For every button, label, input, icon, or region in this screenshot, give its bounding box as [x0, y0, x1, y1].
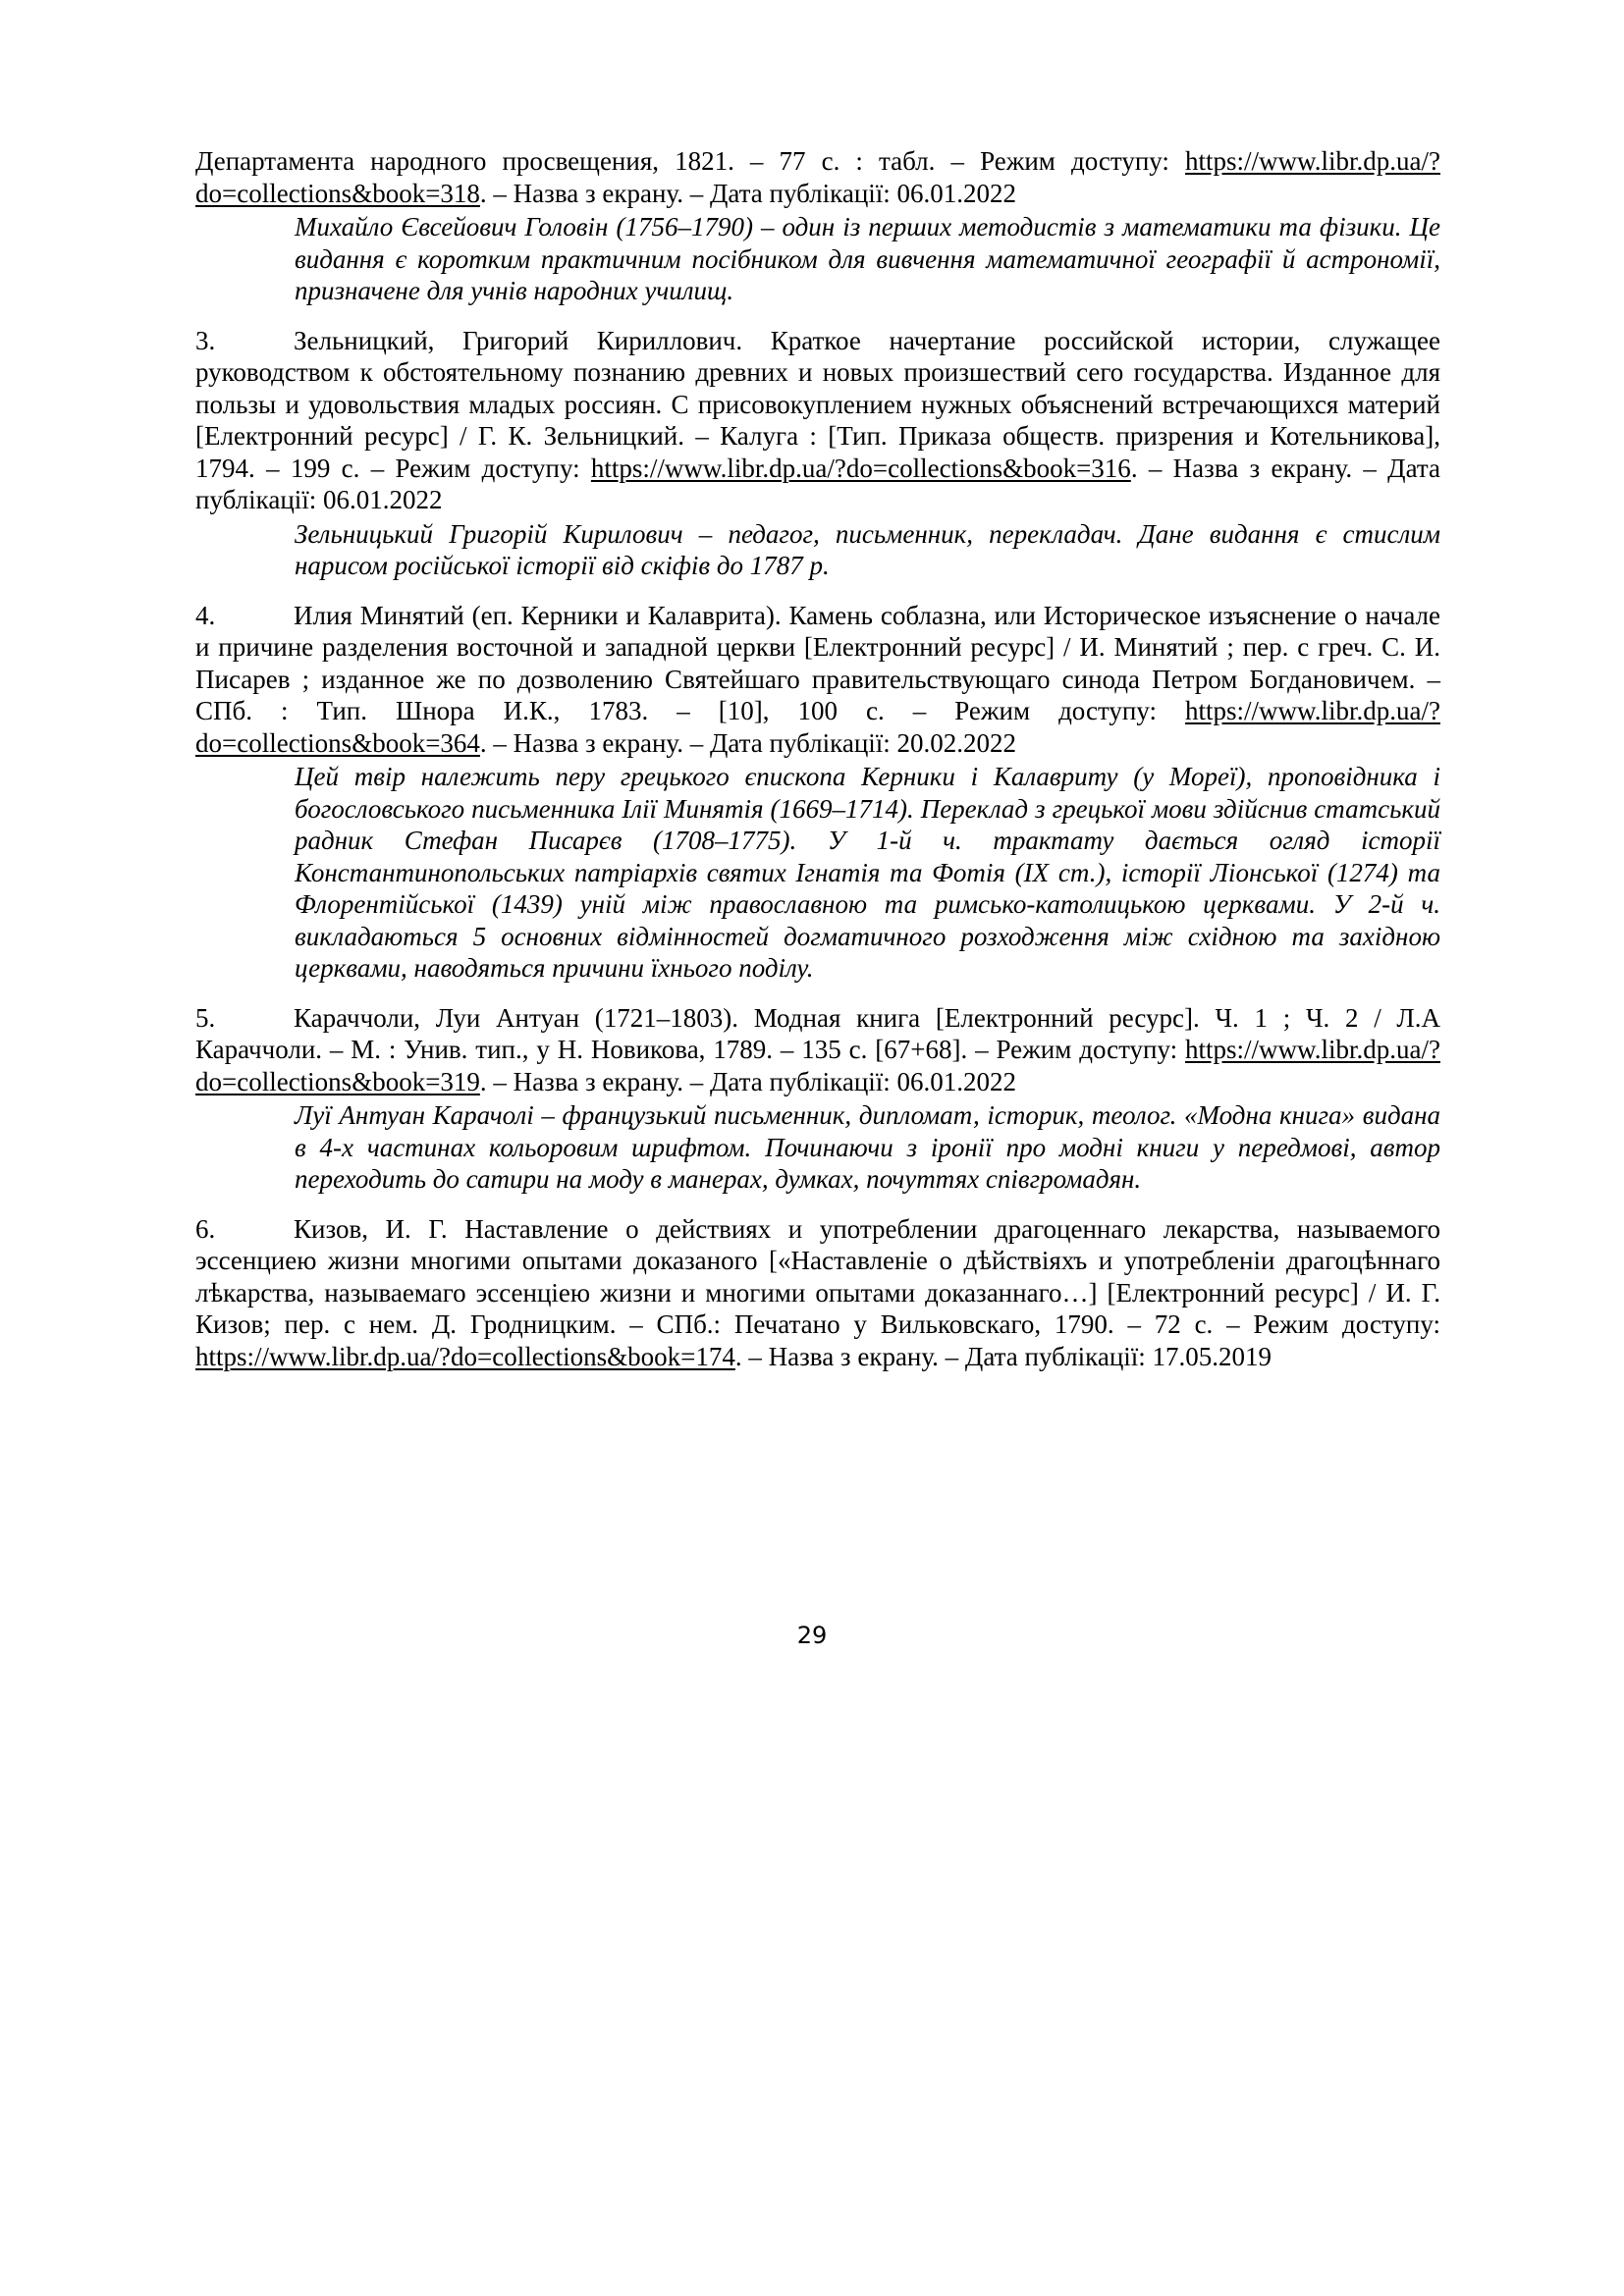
entry-reference: [195, 1214, 1440, 1371]
entry-text: Департамента народного просвещения, 1821. – 77 с. : табл. – Режим доступу:: [195, 146, 1186, 176]
entry-annotation: Луї Антуан Карачолі – французький письменник, дипломат, історик, теолог. «Модна книга» видана в 4-х частинах кольоровим шрифтом. Починаючи з іронії про модні книги у передмові, автор переходить до сатири на моду в манерах, думках, почуттях співгромадян.: [295, 1100, 1440, 1194]
bibliography-entry: [195, 325, 1440, 516]
entry-annotation: Зельницький Григорій Кирилович – педагог, письменник, перекладач. Дане видання є стислим нарисом російської історії від скіфів до 1787 р.: [295, 518, 1440, 580]
entry-link[interactable]: https://www.libr.dp.ua/?do=collections&book=318: [195, 146, 1440, 208]
entry-number: 6.: [195, 1213, 216, 1244]
entry-number: 3.: [195, 325, 216, 355]
page-number: 29: [796, 1622, 828, 1649]
entry-reference: [195, 601, 1440, 758]
bibliography-entry: [195, 145, 1440, 209]
entry-text-tail: . – Назва з екрану. – Дата публікації: 06.01.2022: [479, 1066, 1017, 1096]
entry-link[interactable]: https://www.libr.dp.ua/?do=collections&book=174: [195, 1341, 735, 1371]
entry-text: Кизов, И. Г. Наставление о действиях и употреблении драгоценнаго лекарства, называемого эссенциею жизни многими опытами доказаного [«Наставленіе о дѣйствіяхъ и употребленіи драгоцѣннаго лѣкарства, называемаго эссенціею жизни и многими опытами доказаннаго…] [Електронний ресурс] / И. Г. Кизов; пер. с нем. Д. Гродницким. – СПб.: Печатано у Вильковскаго, 1790. – 72 с. – Режим доступу:: [195, 1213, 1440, 1339]
entry-text-tail: . – Назва з екрану. – Дата публікації: 06.01.2022: [195, 453, 1440, 514]
entry-text: Зельницкий, Григорий Кириллович. Краткое начертание российской истории, служащее руководством к обстоятельному познанию древних и новых произшествий сего государства. Изданное для пользы и удовольствия младых россиян. С присовокуплением нужных объяснений встречающихся материй [Електронний ресурс] / Г. К. Зельницкий. – Калуга : [Тип. Приказа обществ. призрения и Котельникова], 1794. – 199 с. – Режим доступу:: [195, 325, 1440, 483]
bibliography-entry: [195, 1002, 1440, 1098]
entry-reference: [195, 146, 1440, 208]
entry-link[interactable]: https://www.libr.dp.ua/?do=collections&book=319: [195, 1035, 1440, 1096]
entry-annotation: Михайло Євсейович Головін (1756–1790) – один із перших методистів з математики та фізики. Це видання є коротким практичним посібником для вивчення математичної географії й астрономії, призначене для учнів народних училищ.: [295, 212, 1440, 305]
entry-number: 5.: [195, 1002, 216, 1033]
entry-link[interactable]: https://www.libr.dp.ua/?do=collections&book=364: [195, 696, 1440, 758]
entry-reference: [195, 1003, 1440, 1096]
entry-link[interactable]: https://www.libr.dp.ua/?do=collections&book=316: [590, 453, 1131, 483]
bibliography-entry: [195, 600, 1440, 760]
entry-text-tail: . – Назва з екрану. – Дата публікації: 17.05.2019: [734, 1341, 1272, 1371]
entry-text: Караччоли, Луи Антуан (1721–1803). Модная книга [Електронний ресурс]. Ч. 1 ; Ч. 2 / Л.А Караччоли. – М. : Унив. тип., у Н. Новикова, 1789. – 135 с. [67+68]. – Режим доступу:: [195, 1002, 1440, 1064]
entry-text-tail: . – Назва з екрану. – Дата публікації: 06.01.2022: [479, 178, 1017, 208]
entry-text-tail: . – Назва з екрану. – Дата публікації: 20.02.2022: [479, 727, 1017, 758]
entry-reference: [195, 326, 1440, 515]
bibliography-entry: [195, 1213, 1440, 1373]
entry-text: Илия Минятий (еп. Керники и Калаврита). Камень соблазна, или Историческое изъяснение о начале и причине разделения восточной и западной церкви [Електронний ресурс] / И. Минятий ; пер. с греч. С. И. Писарев ; изданное же по дозволению Святейшаго правительствующаго синода Петром Богдановичем. – СПб. : Тип. Шнора И.К., 1783. – [10], 100 с. – Режим доступу:: [195, 600, 1440, 725]
entry-number: 4.: [195, 600, 216, 630]
document-page: [195, 145, 1440, 1372]
entry-annotation: Цей твір належить перу грецького єпископа Керники і Калавриту (у Мореї), проповідника і богословського письменника Ілії Минятія (1669–1714). Переклад з грецької мови здійснив статський радник Стефан Писарєв (1708–1775). У 1-й ч. трактату дається огляд історії Константинопольських патріархів святих Ігнатія та Фотія (IX ст.), історії Ліонської (1274) та Флорентійської (1439) уній між православною та римсько-католицькою церквами. У 2-й ч. викладаються 5 основних відмінностей догматичного розходження між східною та західною церквами, наводяться причини їхнього поділу.: [295, 762, 1440, 983]
